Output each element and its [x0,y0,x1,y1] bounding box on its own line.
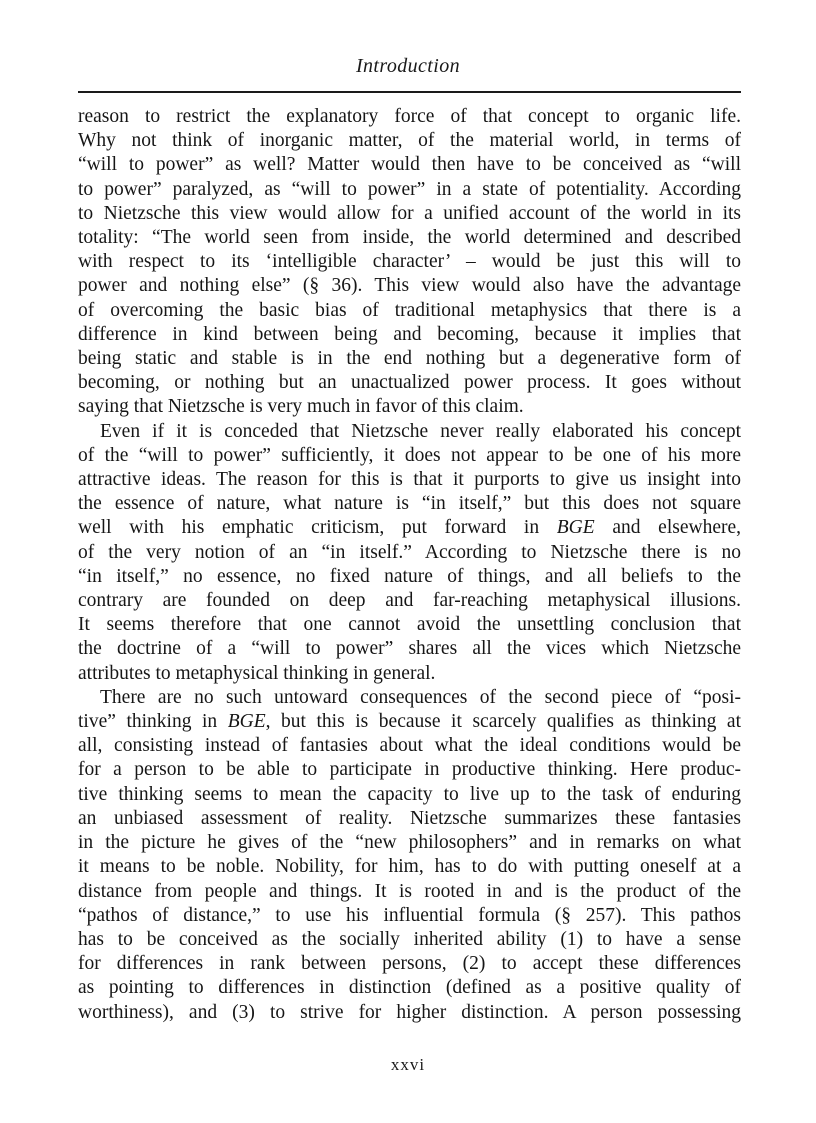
text-line: totality: “The world seen from inside, the world determined and described [78,227,741,249]
text-line: the essence of nature, what nature is “in itself,” but this does not square [78,493,741,515]
book-title-abbrev: BGE [227,711,266,733]
text-line: contrary are founded on deep and far-reaching metaphysical illusions. [78,590,741,612]
text-line: an unbiased assessment of reality. Nietzsche summarizes these fantasies [78,807,741,829]
text-line: all, consisting instead of fantasies about what the ideal conditions would be [78,735,741,757]
text-line: tive thinking seems to mean the capacity to live up to the task of enduring [78,783,741,805]
text-line: “in itself,” no essence, no fixed nature of things, and all beliefs to the [78,565,741,587]
text-line: being static and stable is in the end nothing but a degenerative form of [78,348,741,370]
text-line: of overcoming the basic bias of traditional metaphysics that there is a [78,299,741,321]
text-line: Why not think of inorganic matter, of the material world, in terms of [78,130,741,152]
paragraph [78,420,741,686]
text-line: well with his emphatic criticism, put forward in BGE and elsewhere, [78,517,742,539]
text-line: of the very notion of an “in itself.” According to Nietzsche there is no [78,541,741,563]
text-line: it means to be noble. Nobility, for him, has to do with putting oneself at a [78,856,741,878]
paragraph [78,686,741,1025]
text-line: There are no such untoward consequences of the second piece of “posi- [100,686,741,708]
text-line: to power” paralyzed, as “will to power” in a state of potentiality. According [78,178,741,200]
text-line: difference in kind between being and becoming, because it implies that [78,323,741,345]
text-line: distance from people and things. It is rooted in and is the product of the [78,880,741,902]
text-line: reason to restrict the explanatory force of that concept to organic life. [78,106,741,127]
running-head-title: Introduction [355,55,461,77]
text-line: in the picture he gives of the “new philosophers” and in remarks on what [78,832,741,854]
text-line: of the “will to power” sufficiently, it does not appear to be one of his more [78,444,741,466]
text-line: tive” thinking in BGE, but this is because it scarcely qualifies as thinking at [78,711,741,733]
text-line: has to be conceived as the socially inherited ability (1) to have a sense [78,928,741,950]
text-line: with respect to its ‘intelligible character’ – would be just this will to [78,251,741,273]
text-line: to Nietzsche this view would allow for a unified account of the world in its [78,202,741,224]
text-line: “will to power” as well? Matter would then have to be conceived as “will [78,154,741,176]
text-line: power and nothing else” (§ 36). This view would also have the advantage [78,275,741,297]
text-line: attractive ideas. The reason for this is that it purports to give us insight into [78,469,741,491]
text-line: the doctrine of a “will to power” shares all the vices which Nietzsche [78,638,741,660]
text-line: for differences in rank between persons, (2) to accept these differences [78,953,741,975]
text-line: becoming, or nothing but an unactualized power process. It goes without [78,372,741,394]
text-line: It seems therefore that one cannot avoid the unsettling conclusion that [78,614,741,636]
text-line: “pathos of distance,” to use his influential formula (§ 257). This pathos [78,904,741,926]
paragraph [78,105,741,420]
text-line: Even if it is conceded that Nietzsche never really elaborated his concept [100,420,741,442]
header-rule [78,91,741,93]
book-title-abbrev: BGE [556,517,595,539]
text-line: for a person to be able to participate in productive thinking. Here produc- [78,759,741,781]
text-line: worthiness), and (3) to strive for higher distinction. A person possessing [78,1001,741,1023]
text-line: saying that Nietzsche is very much in favor of this claim. [78,396,524,418]
text-line: as pointing to differences in distinction (defined as a positive quality of [78,977,741,999]
body-text [78,105,741,1025]
page-number: xxvi [390,1055,426,1074]
text-line: attributes to metaphysical thinking in general. [78,662,436,684]
